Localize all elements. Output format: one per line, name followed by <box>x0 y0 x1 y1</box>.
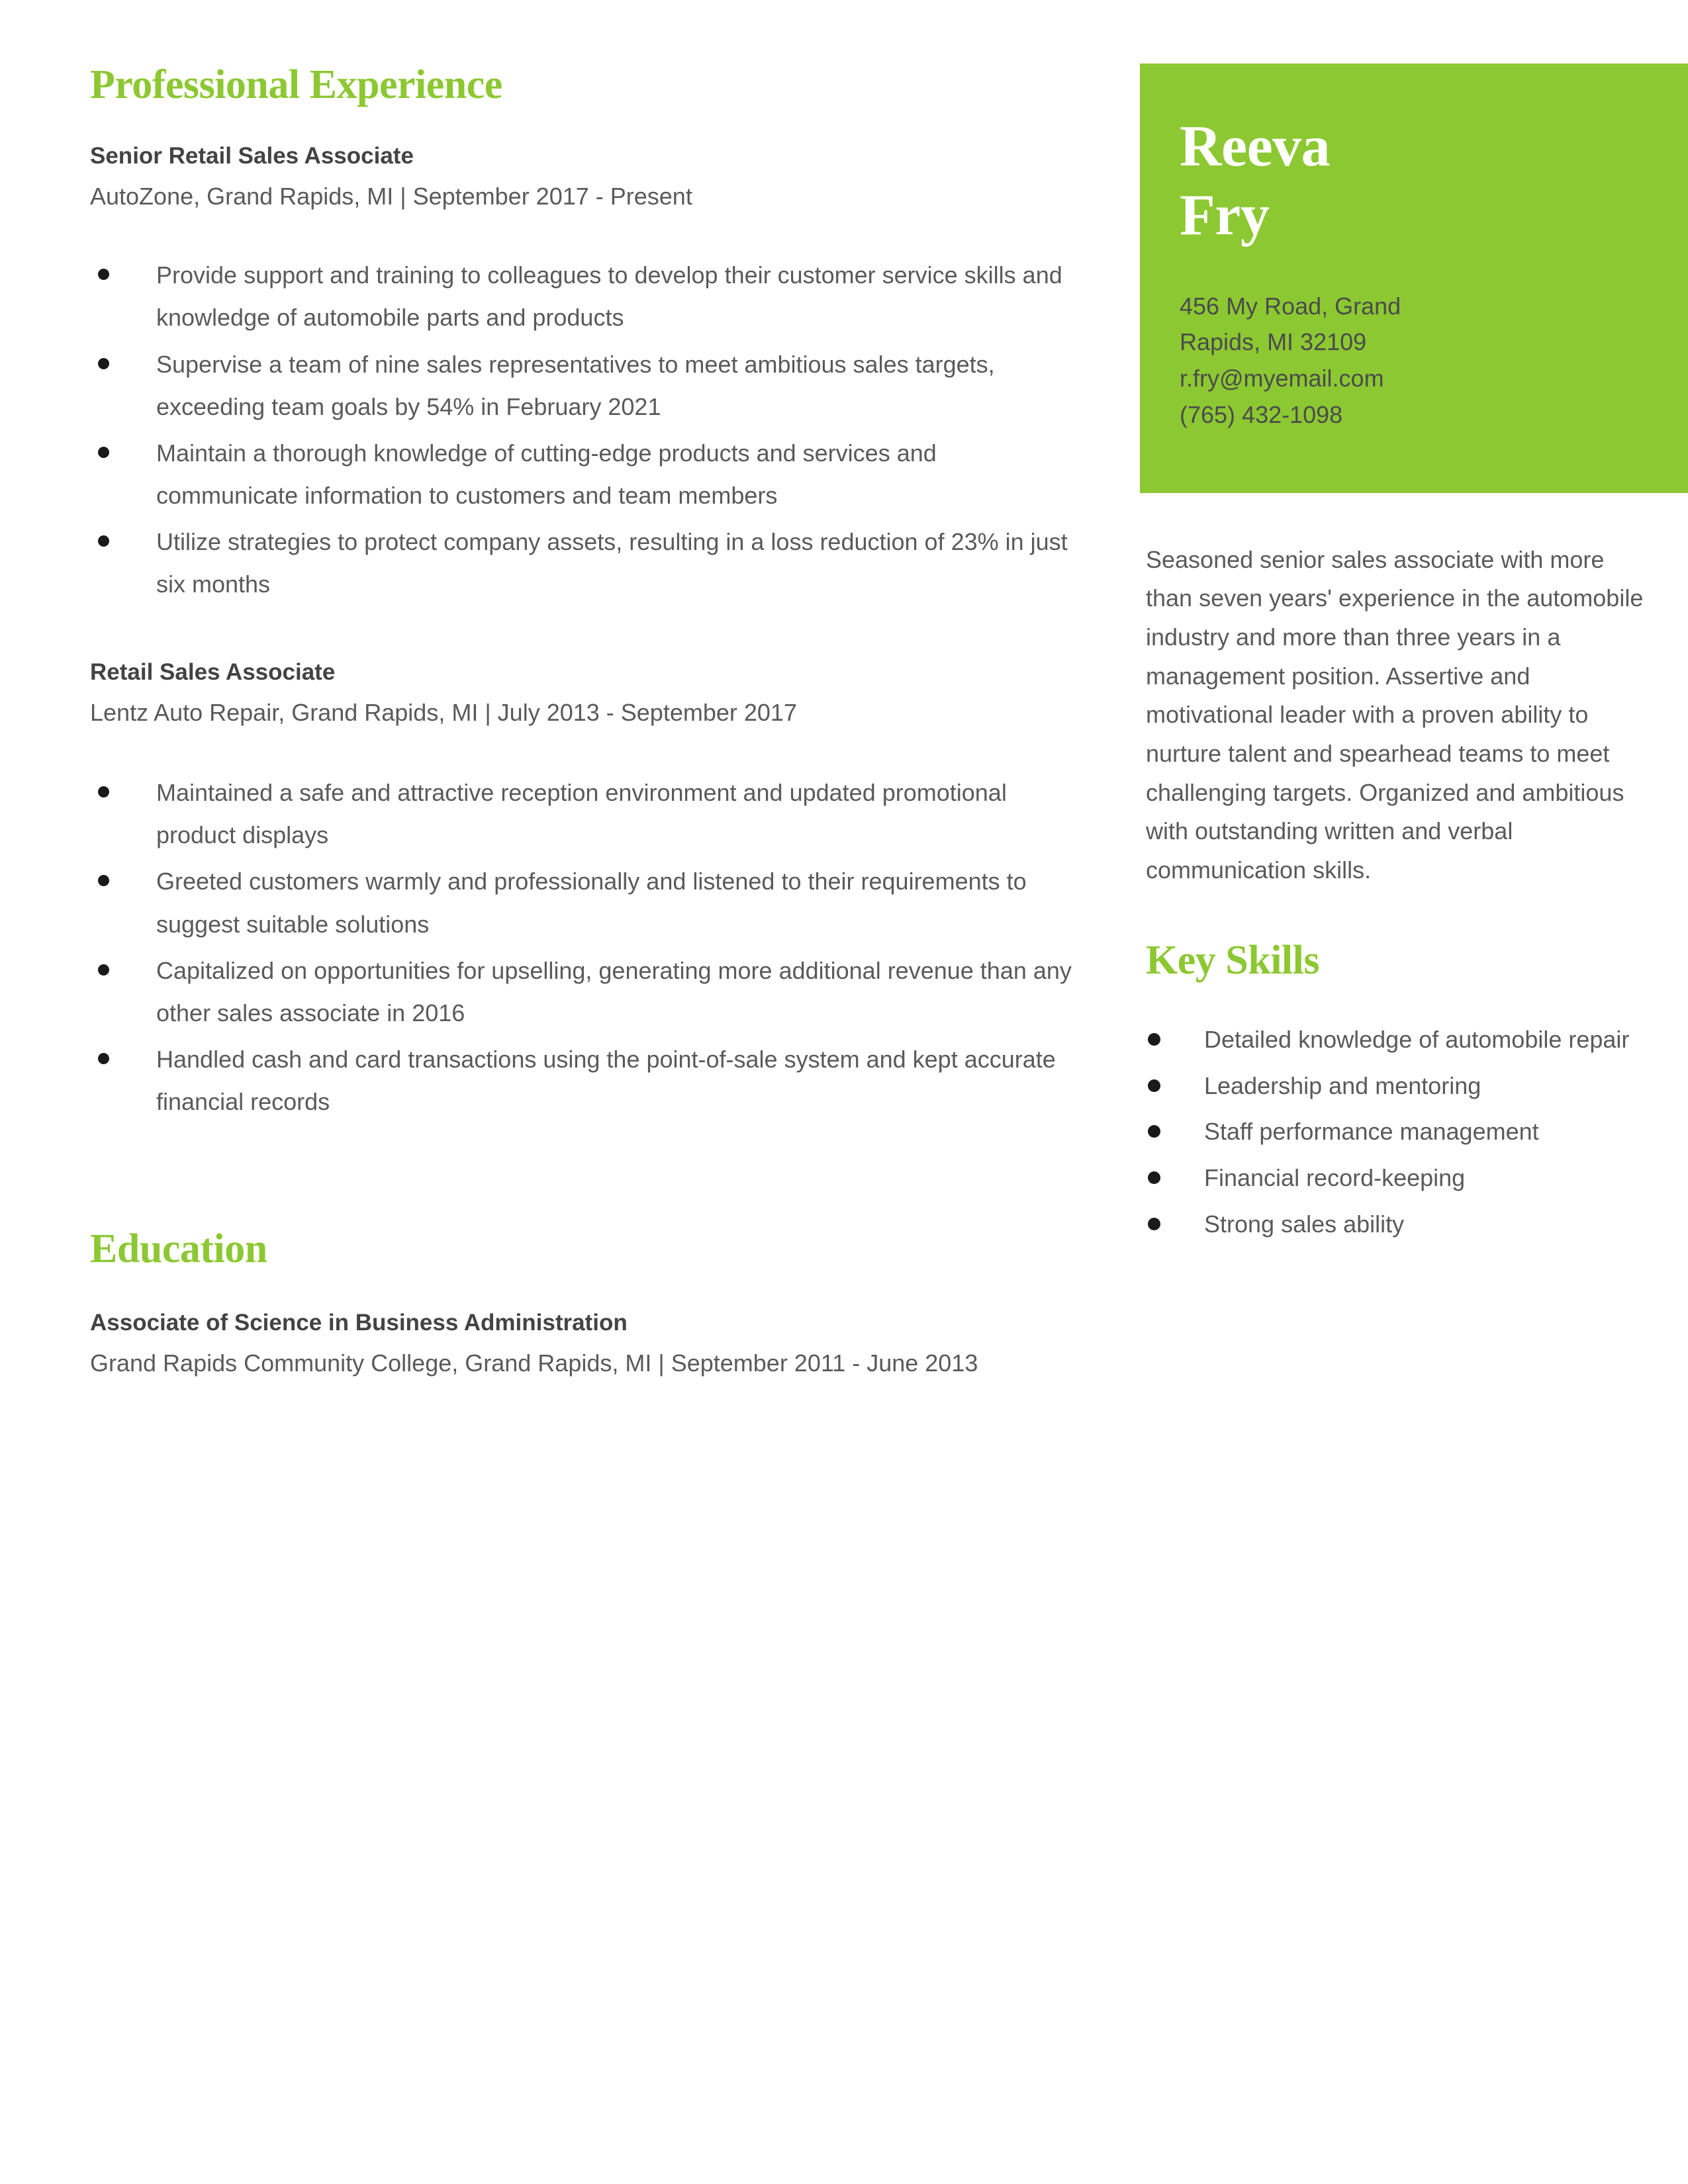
experience-entry <box>90 657 1083 1123</box>
job-bullet-list <box>90 772 1083 1123</box>
first-name: Reeva <box>1180 114 1331 179</box>
job-title: Retail Sales Associate <box>90 659 336 686</box>
contact-address-line-1: 456 My Road, Grand <box>1180 292 1401 320</box>
section-heading-education: Education <box>90 1226 267 1271</box>
list-item: Staff performance management <box>1140 1111 1646 1152</box>
list-item: Greeted customers warmly and professionally and listened to their requirements to suggest suitable solutions <box>90 860 1083 945</box>
list-item: Detailed knowledge of automobile repair <box>1140 1019 1646 1060</box>
contact-address-line-2: Rapids, MI 32109 <box>1180 328 1367 356</box>
list-item: Utilize strategies to protect company assets, resulting in a loss reduction of 23% in just six months <box>90 521 1083 606</box>
last-name: Fry <box>1180 183 1270 248</box>
education-entry <box>90 1308 1083 1381</box>
list-item: Supervise a team of nine sales representatives to meet ambitious sales targets, exceeding team goals by 54% in February 2021 <box>90 343 1083 428</box>
section-heading-professional-experience: Professional Experience <box>90 62 502 107</box>
list-item: Leadership and mentoring <box>1140 1066 1646 1107</box>
contact-email[interactable]: r.fry@myemail.com <box>1180 365 1384 392</box>
professional-summary: Seasoned senior sales associate with more than seven years' experience in the automobile industry and more than three years in a management position. Assertive and motivational leader with a proven ability to nurture talent and spearhead teams to meet challenging targets. Organized and ambitious with outstanding written and verbal communication skills. <box>1146 545 1644 884</box>
list-item: Capitalized on opportunities for upselling, generating more additional revenue than any other sales associate in 2016 <box>90 950 1083 1034</box>
list-item: Maintained a safe and attractive reception environment and updated promotional product displays <box>90 772 1083 856</box>
list-item: Maintain a thorough knowledge of cutting-edge products and services and communicate information to customers and team members <box>90 432 1083 517</box>
job-title: Senior Retail Sales Associate <box>90 143 414 169</box>
contact-phone[interactable]: (765) 432-1098 <box>1180 400 1343 428</box>
degree-title: Associate of Science in Business Administration <box>90 1310 628 1336</box>
job-meta: Lentz Auto Repair, Grand Rapids, MI | July 2013 - September 2017 <box>90 698 797 726</box>
name-banner <box>1140 64 1688 493</box>
experience-entry <box>90 141 1083 606</box>
page-title <box>1180 113 1662 250</box>
sidebar-column <box>1140 0 1688 1250</box>
main-column <box>90 0 1083 1381</box>
education-meta: Grand Rapids Community College, Grand Rapids, MI | September 2011 - June 2013 <box>90 1349 978 1377</box>
job-bullet-list <box>90 254 1083 606</box>
list-item: Provide support and training to colleagues to develop their customer service skills and knowledge of automobile parts and products <box>90 254 1083 339</box>
key-skills-list <box>1140 1019 1646 1246</box>
list-item: Handled cash and card transactions using the point-of-sale system and kept accurate financial records <box>90 1038 1083 1123</box>
list-item: Financial record-keeping <box>1140 1158 1646 1199</box>
list-item: Strong sales ability <box>1140 1204 1646 1245</box>
section-heading-key-skills: Key Skills <box>1146 937 1320 983</box>
contact-block <box>1180 289 1662 433</box>
job-meta: AutoZone, Grand Rapids, MI | September 2017 - Present <box>90 182 692 210</box>
